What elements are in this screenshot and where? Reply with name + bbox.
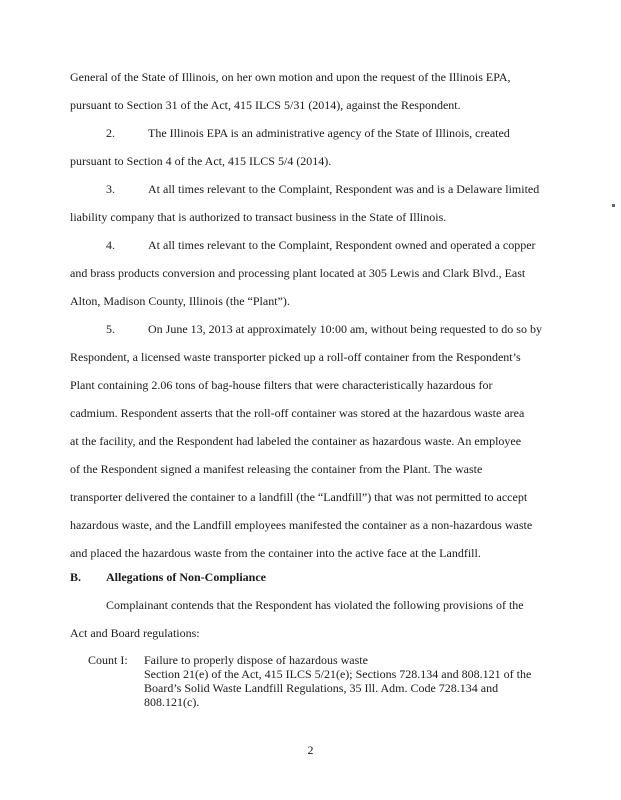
text-line: and placed the hazardous waste from the container into the active face at the Landfill. [70, 546, 481, 560]
text-line: Respondent, a licensed waste transporter picked up a roll-off container from the Respondent’s [70, 350, 521, 364]
paragraph-2 [70, 126, 550, 182]
paragraph-4 [70, 238, 550, 322]
section-letter: B. [70, 570, 82, 584]
paragraph-3 [70, 182, 550, 238]
page-number: 2 [307, 743, 314, 757]
text-line: Plant containing 2.06 tons of bag-house filters that were characteristically hazardous for [70, 378, 493, 392]
text-line: General of the State of Illinois, on her own motion and upon the request of the Illinois EPA, [70, 70, 511, 84]
text-line: The Illinois EPA is an administrative agency of the State of Illinois, created [148, 126, 510, 140]
count-line: Board’s Solid Waste Landfill Regulations, 35 Ill. Adm. Code 728.134 and [144, 681, 499, 695]
text-line: At all times relevant to the Complaint, Respondent was and is a Delaware limited [148, 182, 540, 196]
text-line: liability company that is authorized to transact business in the State of Illinois. [70, 210, 447, 224]
text-line: transporter delivered the container to a landfill (the “Landfill”) that was not permitted to accept [70, 490, 528, 504]
count-line: 808.121(c). [144, 695, 200, 709]
scan-mark [612, 204, 615, 207]
text-line: Act and Board regulations: [70, 626, 200, 640]
text-line: cadmium. Respondent asserts that the roll-off container was stored at the hazardous waste area [70, 406, 525, 420]
count-line: Section 21(e) of the Act, 415 ILCS 5/21(e); Sections 728.134 and 808.121 of the [144, 667, 532, 681]
paragraph-number: 2. [106, 126, 115, 140]
section-title: Allegations of Non-Compliance [106, 570, 266, 584]
count-label: Count I: [88, 653, 128, 667]
text-line: at the facility, and the Respondent had labeled the container as hazardous waste. An employee [70, 434, 522, 448]
intro-paragraph [70, 598, 550, 654]
paragraph-number: 3. [106, 182, 115, 196]
paragraph-5 [70, 322, 550, 574]
text-line: of the Respondent signed a manifest releasing the container from the Plant. The waste [70, 462, 483, 476]
text-line: pursuant to Section 4 of the Act, 415 ILCS 5/4 (2014). [70, 154, 332, 168]
text-line: pursuant to Section 31 of the Act, 415 ILCS 5/31 (2014), against the Respondent. [70, 98, 461, 112]
text-line: At all times relevant to the Complaint, Respondent owned and operated a copper [148, 238, 536, 252]
text-line: On June 13, 2013 at approximately 10:00 am, without being requested to do so by [148, 322, 542, 336]
text-line: and brass products conversion and processing plant located at 305 Lewis and Clark Blvd., East [70, 266, 526, 280]
count-title: Failure to properly dispose of hazardous waste [144, 653, 368, 667]
count-body [144, 653, 544, 709]
text-line: Complainant contends that the Respondent has violated the following provisions of the [106, 598, 524, 612]
text-line: hazardous waste, and the Landfill employees manifested the container as a non-hazardous waste [70, 518, 533, 532]
section-heading [70, 570, 266, 584]
paragraph-number: 5. [106, 322, 115, 336]
paragraph-number: 4. [106, 238, 115, 252]
text-line: Alton, Madison County, Illinois (the “Plant”). [70, 294, 290, 308]
